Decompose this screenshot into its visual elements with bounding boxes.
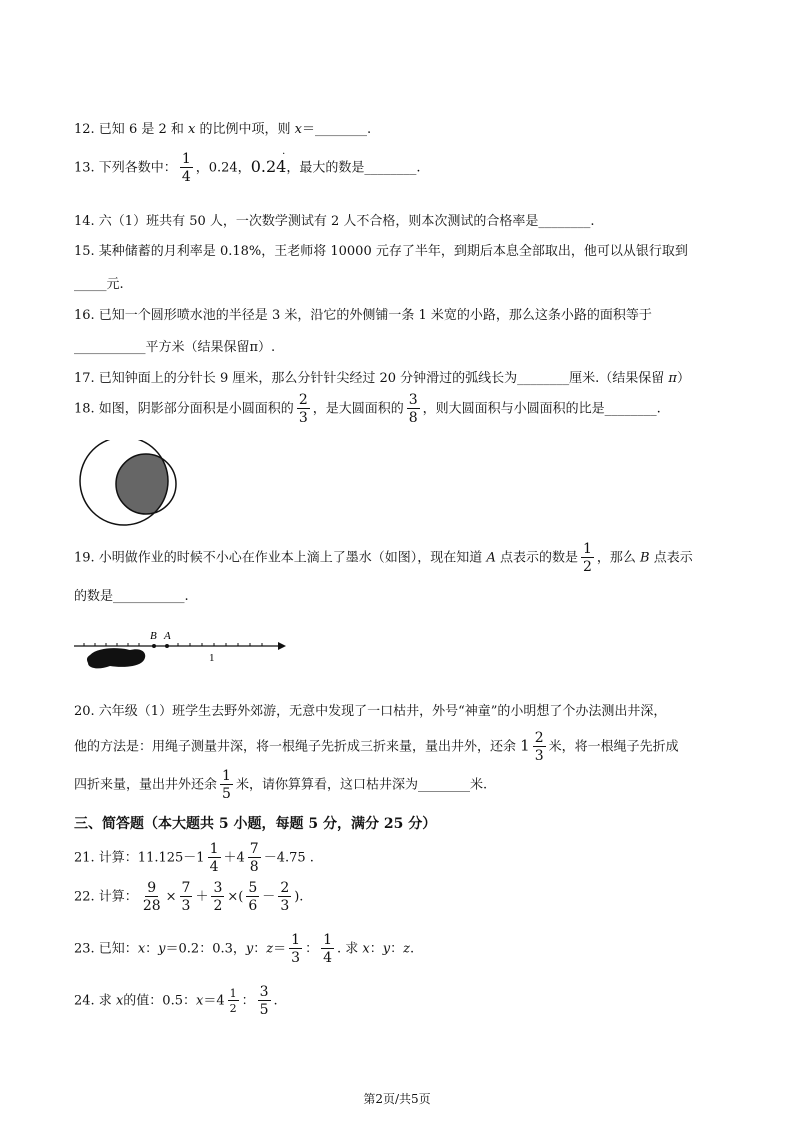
fraction-numerator: 2 xyxy=(298,392,308,408)
point-a xyxy=(165,644,169,648)
question-22 xyxy=(74,881,303,913)
arrow-head xyxy=(278,642,286,650)
question-24 xyxy=(74,985,278,1017)
q24-text: ＝4 xyxy=(203,993,225,1009)
point-b xyxy=(152,644,156,648)
fraction-numerator: 5 xyxy=(248,880,258,896)
fraction-numerator: 7 xyxy=(249,841,259,857)
question-18 xyxy=(74,393,661,425)
q12-text: 的比例中项，则 xyxy=(195,122,295,137)
q21-text: －4.75 . xyxy=(263,850,314,866)
fraction-numerator: 2 xyxy=(534,730,544,746)
fraction xyxy=(211,881,224,913)
fraction-denominator: 3 xyxy=(181,898,191,914)
fraction-denominator: 5 xyxy=(222,786,231,802)
var-y: y xyxy=(245,941,254,957)
question-16-line1: 16. 已知一个圆形喷水池的半径是 3 米，沿它的外侧铺一条 1 米宽的小路，那么这条小路的面积等于 xyxy=(74,308,652,323)
question-14: 14. 六（1）班共有 50 人，一次数学测试有 2 人不合格，则本次测试的合格率是________. xyxy=(74,214,595,229)
var-x: x xyxy=(137,941,146,957)
fraction-denominator: 8 xyxy=(249,859,259,875)
tick-label-1: 1 xyxy=(209,652,215,664)
repeating-decimal-digits: 0.24 xyxy=(250,156,287,176)
fraction xyxy=(208,842,221,874)
var-z: z xyxy=(266,941,274,957)
q23-text: . xyxy=(410,941,415,957)
point-b-label: B xyxy=(640,550,650,566)
colon: ： xyxy=(241,993,255,1009)
var-x: x xyxy=(195,993,204,1009)
var-z: z xyxy=(403,941,410,957)
colon: ： xyxy=(369,941,383,957)
question-21 xyxy=(74,842,314,874)
var-y: y xyxy=(158,941,166,957)
fraction xyxy=(407,393,420,425)
question-19-line1 xyxy=(74,542,693,574)
q23-text: 23. 已知： xyxy=(74,941,138,957)
point-a-label: A xyxy=(486,550,496,566)
q12-text: 12. 已知 6 是 2 和 xyxy=(74,122,189,137)
mixed-number-whole: 1 xyxy=(520,736,530,755)
point-b-text: B xyxy=(150,630,157,642)
fraction-denominator: 2 xyxy=(213,898,223,914)
q18-text: ，则大圆面积与小圆面积的比是________. xyxy=(422,401,661,417)
pi-symbol: π xyxy=(668,371,677,386)
q24-text: . xyxy=(273,993,278,1009)
fraction xyxy=(220,769,233,801)
q17-text: ） xyxy=(676,371,690,386)
q23-text: ＝0.2：0.3， xyxy=(165,941,246,957)
number-line-figure xyxy=(70,625,290,675)
q20-text: 四折来量，量出井外还余 xyxy=(74,777,218,793)
equals: ＝ xyxy=(273,941,287,957)
operator: ×( xyxy=(227,889,244,905)
fraction-numerator: 1 xyxy=(209,841,219,857)
colon: ： xyxy=(253,941,267,957)
var-y: y xyxy=(382,941,391,957)
fraction-denominator: 4 xyxy=(209,859,219,875)
q17-text: 17. 已知钟面上的分针长 9 厘米，那么分针针尖经过 20 分钟滑过的弧线长为________厘米.（结果保留 xyxy=(74,371,669,386)
fraction-numerator: 1 xyxy=(291,932,301,948)
q19-text: 19. 小明做作业的时候不小心在作业本上滴上了墨水（如图），现在知道 xyxy=(74,550,487,566)
q20-text: 他的方法是：用绳子测量井深，将一根绳子先折成三折来量，量出井外，还余 xyxy=(74,739,521,755)
fraction xyxy=(246,881,259,913)
fraction xyxy=(180,881,193,913)
q19-text: 点表示的数是 xyxy=(495,550,578,566)
var-x: x xyxy=(362,941,370,957)
q13-text: 13. 下列各数中： xyxy=(74,160,177,176)
question-12 xyxy=(74,118,371,137)
fraction xyxy=(258,985,271,1017)
fraction-denominator: 5 xyxy=(259,1002,269,1018)
operator: × xyxy=(165,889,177,905)
fraction-denominator: 6 xyxy=(248,898,258,914)
fraction-denominator: 3 xyxy=(534,748,544,764)
q18-text: ，是大圆面积的 xyxy=(312,401,404,417)
fraction xyxy=(141,881,163,913)
page-footer: 第2页/共5页 xyxy=(363,1092,431,1106)
section-heading: 三、简答题（本大题共 5 小题，每题 5 分，满分 25 分） xyxy=(74,816,437,832)
fraction xyxy=(297,393,310,425)
fraction-numerator: 9 xyxy=(147,880,157,896)
fraction-denominator: 4 xyxy=(323,950,332,966)
fraction-numerator: 2 xyxy=(280,880,290,896)
question-20-line1: 20. 六年级（1）班学生去野外郊游，无意中发现了一口枯井，外号“神童”的小明想了个办法测出井深， xyxy=(74,704,667,719)
fraction xyxy=(180,152,193,184)
question-20-line2 xyxy=(74,731,679,763)
question-13 xyxy=(74,148,421,185)
q22-text: 22. 计算： xyxy=(74,889,138,905)
question-16-line2: ___________平方米（结果保留π）. xyxy=(74,340,276,355)
question-15-line2: _____元. xyxy=(74,277,124,292)
q24-text: 24. 求 xyxy=(74,993,116,1009)
colon: ： xyxy=(305,941,319,957)
colon: ： xyxy=(145,941,159,957)
q20-text: 米，将一根绳子先折成 xyxy=(548,739,679,755)
question-17 xyxy=(74,367,690,386)
question-15-line1: 15. 某种储蓄的月利率是 0.18%，王老师将 10000 元存了半年，到期后本息全部取出，他可以从银行取到 xyxy=(74,244,688,259)
question-19-line2: 的数是___________. xyxy=(74,589,189,604)
fraction xyxy=(289,933,302,965)
fraction-denominator: 3 xyxy=(280,898,290,914)
fraction-numerator: 3 xyxy=(213,880,223,896)
fraction-numerator: 7 xyxy=(181,880,191,896)
q18-text: 18. 如图，阴影部分面积是小圆面积的 xyxy=(74,401,294,417)
operator: ＋ xyxy=(195,889,209,905)
question-23 xyxy=(74,933,414,965)
colon: ： xyxy=(390,941,404,957)
operator: － xyxy=(262,889,276,905)
point-a-text: A xyxy=(164,630,171,642)
fraction-denominator: 4 xyxy=(181,169,191,185)
q20-text: 米，请你算算看，这口枯井深为________米. xyxy=(235,777,488,793)
fraction-numerator: 3 xyxy=(259,984,269,1000)
fraction xyxy=(278,881,291,913)
fraction-numerator: 1 xyxy=(323,932,332,948)
q21-text: 21. 计算：11.125－1 xyxy=(74,850,205,866)
q12-text: ＝________. xyxy=(301,122,372,137)
q13-text: ，最大的数是________. xyxy=(286,160,421,176)
fraction-numerator: 1 xyxy=(582,541,592,557)
fraction-denominator: 2 xyxy=(229,1002,237,1015)
fraction xyxy=(581,542,594,574)
fraction-numerator: 1 xyxy=(181,151,191,167)
q19-text: ，那么 xyxy=(596,550,641,566)
q23-text: . 求 xyxy=(337,941,363,957)
fraction-denominator: 3 xyxy=(291,950,301,966)
var-x: x xyxy=(115,993,124,1009)
q21-text: ＋4 xyxy=(223,850,245,866)
q22-text: ). xyxy=(294,889,304,905)
var-x: x xyxy=(188,122,196,137)
fraction-denominator: 2 xyxy=(582,559,592,575)
fraction-numerator: 1 xyxy=(222,768,231,784)
fraction xyxy=(533,731,546,763)
fraction xyxy=(248,842,261,874)
var-x: x xyxy=(294,122,302,137)
fraction xyxy=(228,988,239,1014)
fraction-denominator: 8 xyxy=(408,410,418,426)
fraction-denominator: 3 xyxy=(298,410,308,426)
fraction-denominator: 28 xyxy=(142,898,161,914)
q24-text: 的值：0.5： xyxy=(123,993,196,1009)
question-20-line3 xyxy=(74,769,487,801)
repeating-decimal xyxy=(250,148,287,176)
q13-text: ，0.24， xyxy=(195,160,251,176)
fraction xyxy=(321,933,334,965)
repeating-dot: · xyxy=(282,148,286,160)
ink-blot xyxy=(87,648,145,668)
circles-figure xyxy=(70,440,190,530)
fraction-numerator: 1 xyxy=(229,987,237,1000)
q19-text: 点表示 xyxy=(649,550,693,566)
fraction-numerator: 3 xyxy=(408,392,418,408)
